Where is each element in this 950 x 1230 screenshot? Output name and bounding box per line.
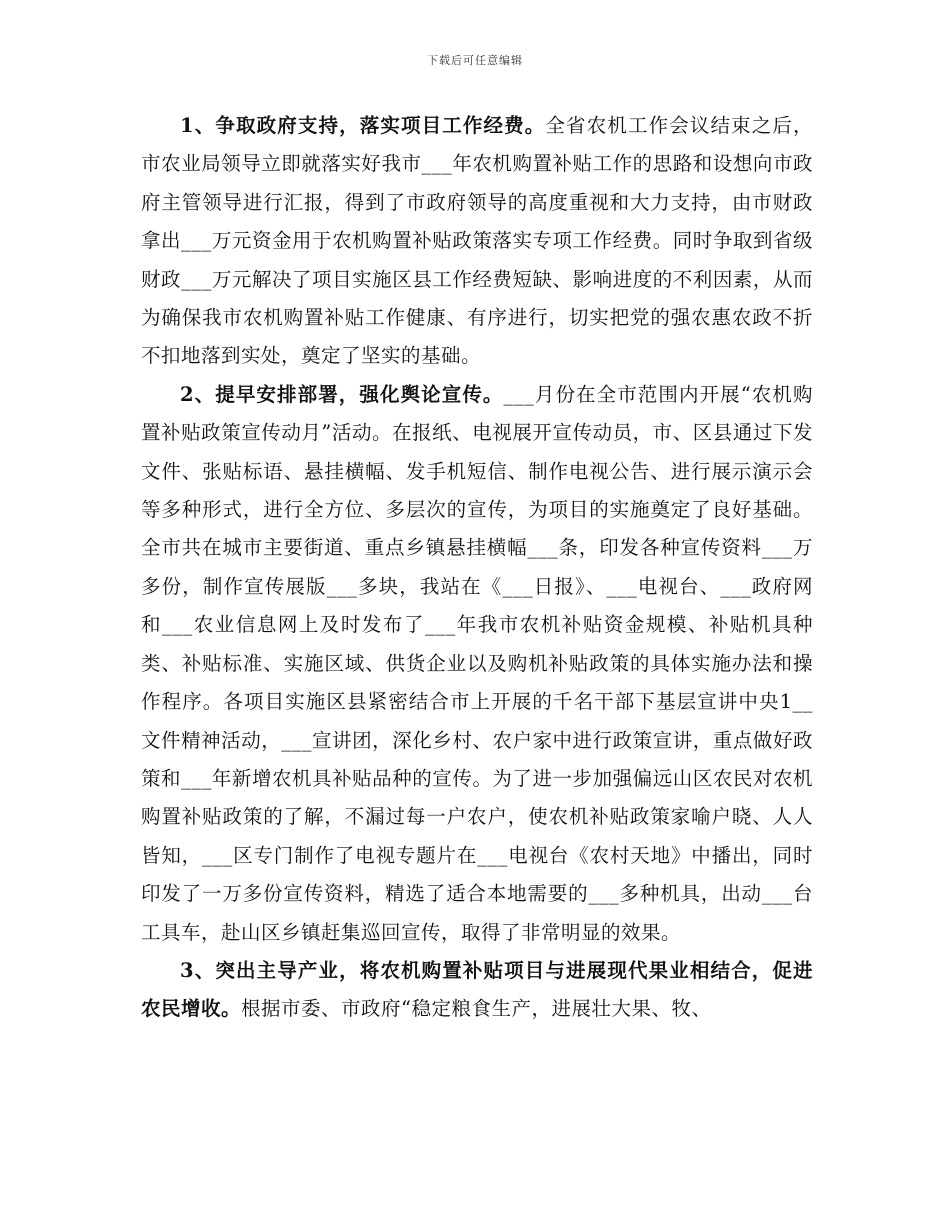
paragraph-1-body: 全省农机工作会议结束之后，市农业局领导立即就落实好我市___年农机购置补贴工作的思路和设想向市政府主管领导进行汇报，得到了市政府领导的高度重视和大力支持，由市财政拿出___万元资金用于农机购置补贴政策落实专项工作经费。同时争取到省级财政___万元解决了项目实施区县工作经费短缺、影响进度的不利因素，从而为确保我市农机购置补贴工作健康、有序进行，切实把党的强农惠农政不折不扣地落到实处，奠定了坚实的基础。 [141, 114, 813, 368]
paragraph-3-body: 根据市委、市政府“稳定粮食生产，进展壮大果、牧、 [241, 997, 712, 1021]
paragraph-3-heading: 3、突出主导产业，将农机购置补贴项目与进展现代果业相结合，促进农民增收。 [141, 958, 813, 1021]
page-header-note: 下载后可任意编辑 [427, 54, 523, 67]
paragraph-3 [141, 952, 813, 1029]
paragraph-2-body: ___月份在全市范围内开展“农机购置补贴政策宣传动月”活动。在报纸、电视展开宣传动员，市、区县通过下发文件、张贴标语、悬挂横幅、发手机短信、制作电视公告、进行展示演示会等多种形式，进行全方位、多层次的宣传，为项目的实施奠定了良好基础。全市共在城市主要街道、重点乡镇悬挂横幅___条，印发各种宣传资料___万多份，制作宣传展版___多块，我站在《___日报》、___电视台、___政府网和___农业信息网上及时发布了___年我市农机补贴资金规模、补贴机具种类、补贴标准、实施区域、供货企业以及购机补贴政策的具体实施办法和操作程序。各项目实施区县紧密结合市上开展的千名干部下基层宣讲中央1__文件精神活动，___宣讲团，深化乡村、农户家中进行政策宣讲，重点做好政策和___年新增农机具补贴品种的宣传。为了进一步加强偏远山区农民对农机购置补贴政策的了解，不漏过每一户农户，使农机补贴政策家喻户晓、人人皆知，___区专门制作了电视专题片在___电视台《农村天地》中播出，同时印发了一万多份宣传资料，精选了适合本地需要的___多种机具，出动___台工具车，赴山区乡镇赶集巡回宣传，取得了非常明显的效果。 [141, 382, 813, 944]
paragraph-1-heading: 1、争取政府支持，落实项目工作经费。 [180, 114, 546, 137]
paragraph-2-heading: 2、提早安排部署，强化舆论宣传。 [180, 382, 504, 406]
paragraph-2 [141, 376, 813, 952]
document-body [141, 107, 813, 1029]
paragraph-1 [141, 107, 813, 376]
